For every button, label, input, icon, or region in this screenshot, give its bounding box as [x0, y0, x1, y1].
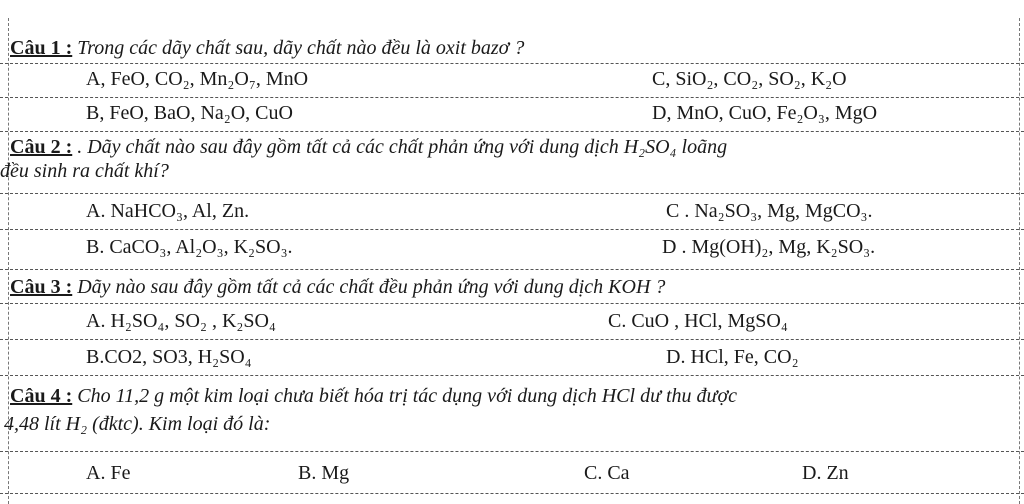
- q2-option-row-2: [0, 230, 1024, 270]
- q2-option-d[interactable]: D . Mg(OH)₂, Mg, K₂SO₃.: [662, 236, 876, 258]
- q2-option-row-1: [0, 194, 1024, 230]
- q1-option-d[interactable]: D, MnO, CuO, Fe₂O₃, MgO: [652, 102, 878, 124]
- question-2: [0, 132, 1024, 194]
- q3-option-row-1: [0, 304, 1024, 340]
- question-2-text-cont: đều sinh ra chất khí?: [0, 160, 169, 182]
- q3-option-c[interactable]: C. CuO , HCl, MgSO₄: [608, 310, 788, 332]
- question-4-text: Cho 11,2 g một kim loại chưa biết hóa trị tác dụng với dung dịch HCl dư thu được: [77, 385, 737, 407]
- question-3: [0, 270, 1024, 304]
- question-3-text: Dãy nào sau đây gồm tất cả các chất đều phản ứng với dung dịch KOH ?: [77, 276, 666, 298]
- q3-option-row-2: [0, 340, 1024, 376]
- q1-option-a[interactable]: A, FeO, CO₂, Mn₂O₇, MnO: [86, 68, 309, 90]
- question-1-label: Câu 1 :: [10, 37, 73, 59]
- q4-option-b[interactable]: B. Mg: [298, 462, 350, 484]
- q4-option-d[interactable]: D. Zn: [802, 462, 849, 484]
- q3-option-b[interactable]: B.CO2, SO3, H₂SO₄: [86, 346, 252, 368]
- question-2-label: Câu 2 :: [10, 136, 73, 158]
- q3-option-a[interactable]: A. H₂SO₄, SO₂ , K₂SO₄: [86, 310, 276, 332]
- q2-option-a[interactable]: A. NaHCO₃, Al, Zn.: [86, 200, 250, 222]
- question-4-text-cont: 4,48 lít H₂ (đktc). Kim loại đó là:: [4, 413, 271, 435]
- q4-option-row: [0, 452, 1024, 494]
- q3-option-d[interactable]: D. HCl, Fe, CO₂: [666, 346, 799, 368]
- q2-option-b[interactable]: B. CaCO₃, Al₂O₃, K₂SO₃.: [86, 236, 293, 258]
- q1-option-row-1: [0, 64, 1024, 98]
- question-4: [0, 376, 1024, 452]
- q4-option-a[interactable]: A. Fe: [86, 462, 131, 484]
- q2-option-c[interactable]: C . Na₂SO₃, Mg, MgCO₃.: [666, 200, 873, 222]
- question-3-label: Câu 3 :: [10, 276, 73, 298]
- q1-option-c[interactable]: C, SiO₂, CO₂, SO₂, K₂O: [652, 68, 847, 90]
- question-1: [0, 32, 1024, 64]
- question-2-text: . Dãy chất nào sau đây gồm tất cả các chất phản ứng với dung dịch H₂SO₄ loãng: [77, 136, 728, 158]
- q4-option-c[interactable]: C. Ca: [584, 462, 630, 484]
- q1-option-row-2: [0, 98, 1024, 132]
- q1-option-b[interactable]: B, FeO, BaO, Na₂O, CuO: [86, 102, 293, 124]
- question-4-label: Câu 4 :: [10, 385, 73, 407]
- question-1-text: Trong các dãy chất sau, dãy chất nào đều là oxit bazơ ?: [77, 37, 525, 59]
